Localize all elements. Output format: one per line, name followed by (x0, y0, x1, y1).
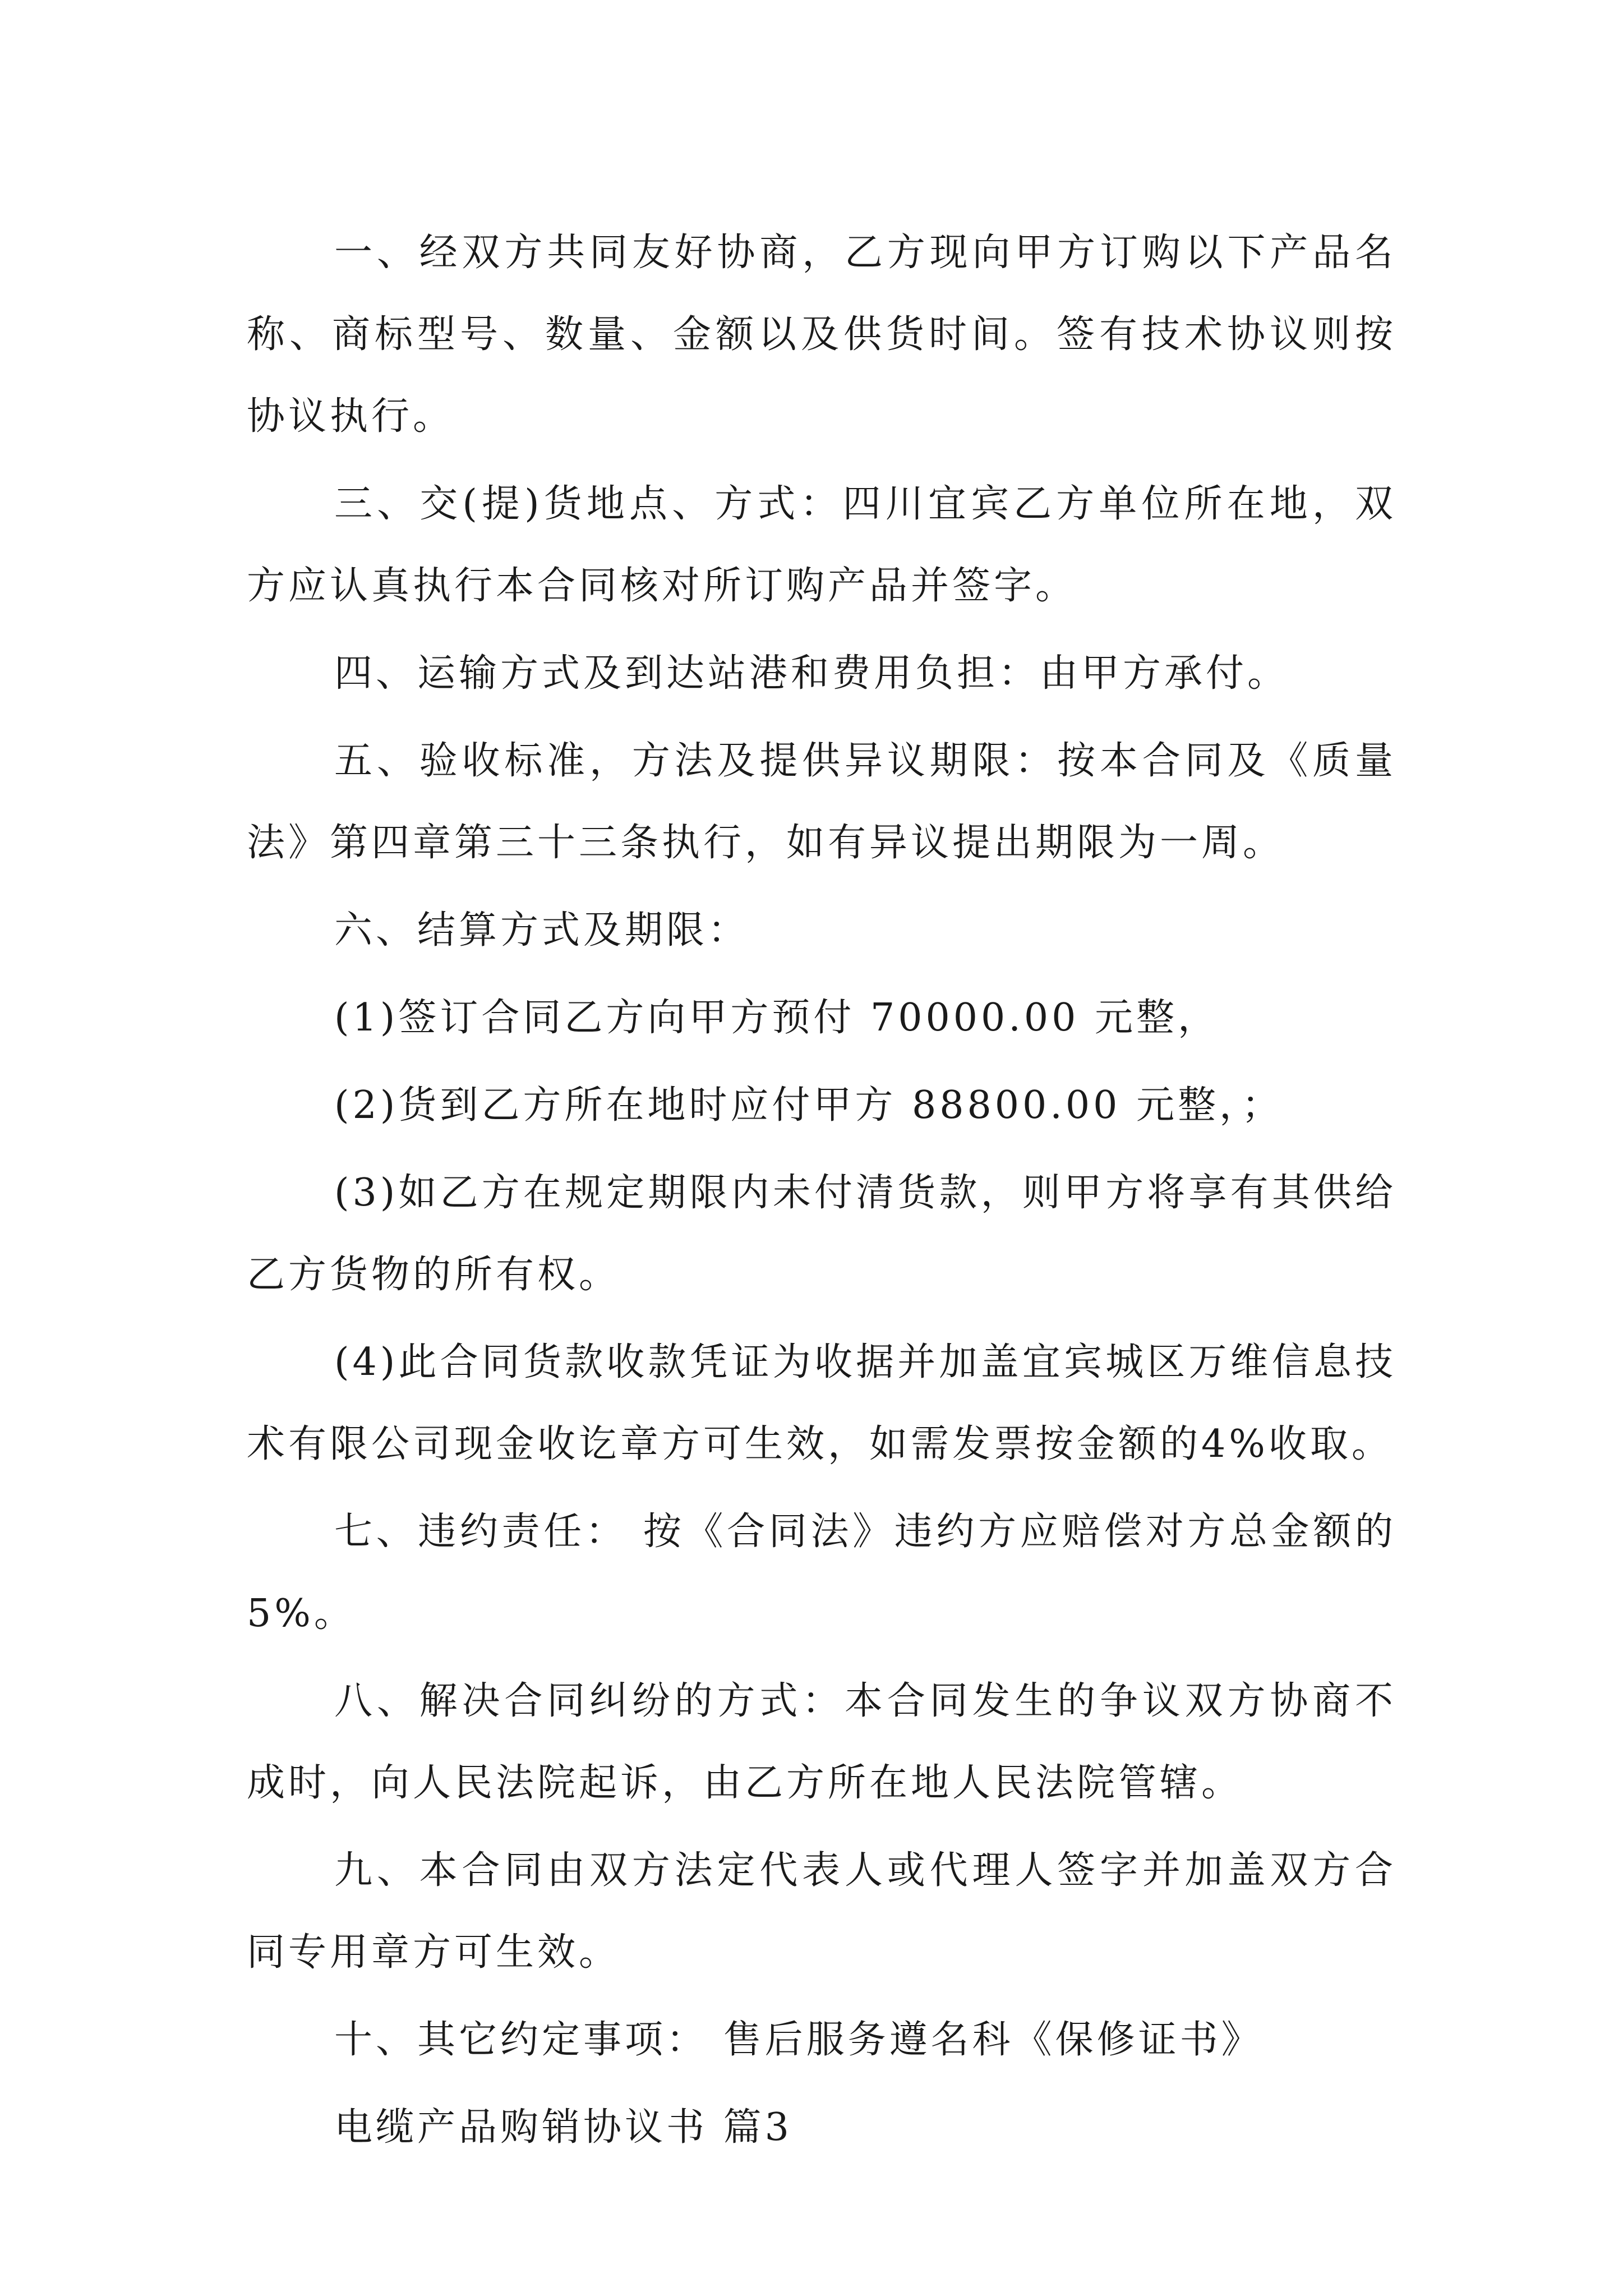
clause-6-settlement: 六、结算方式及期限： (334, 908, 750, 953)
settlement-item-3: (3)如乙方在规定期限内未付清货款，则甲方将享有其供给乙方货物的所有权。 (247, 1171, 1396, 1297)
settlement-item-1: (1)签订合同乙方向甲方预付 70000.00 元整， (334, 996, 1220, 1040)
clause-10-other: 十、其它约定事项： 售后服务遵名科《保修证书》 (334, 2018, 1263, 2062)
section-heading: 电缆产品购销协议书 篇3 (334, 2105, 792, 2150)
settlement-item-4: (4)此合同货款收款凭证为收据并加盖宜宾城区万维信息技术有限公司现金收讫章方可生效，如需发票按金额的4%收取。 (247, 1340, 1396, 1466)
clause-1-order: 一、经双方共同友好协商，乙方现向甲方订购以下产品名称、商标型号、数量、金额以及供货时间。签有技术协议则按协议执行。 (247, 231, 1396, 439)
clause-8-disputes: 八、解决合同纠纷的方式：本合同发生的争议双方协商不成时，向人民法院起诉，由乙方所在地人民法院管辖。 (247, 1679, 1396, 1805)
clause-4-transport: 四、运输方式及到达站港和费用负担：由甲方承付。 (334, 651, 1289, 696)
settlement-item-2: (2)货到乙方所在地时应付甲方 88800.00 元整，； (334, 1083, 1284, 1128)
clause-5-acceptance: 五、验收标准，方法及提供异议期限：按本合同及《质量法》第四章第三十三条执行，如有异议提出期限为一周。 (247, 739, 1396, 865)
document-body (247, 212, 1396, 2174)
clause-3-delivery: 三、交(提)货地点、方式：四川宜宾乙方单位所在地，双方应认真执行本合同核对所订购产品并签字。 (247, 482, 1396, 608)
clause-9-effectiveness: 九、本合同由双方法定代表人或代理人签字并加盖双方合同专用章方可生效。 (247, 1848, 1396, 1975)
clause-7-liability: 七、违约责任： 按《合同法》违约方应赔偿对方总金额的5%。 (247, 1510, 1396, 1636)
